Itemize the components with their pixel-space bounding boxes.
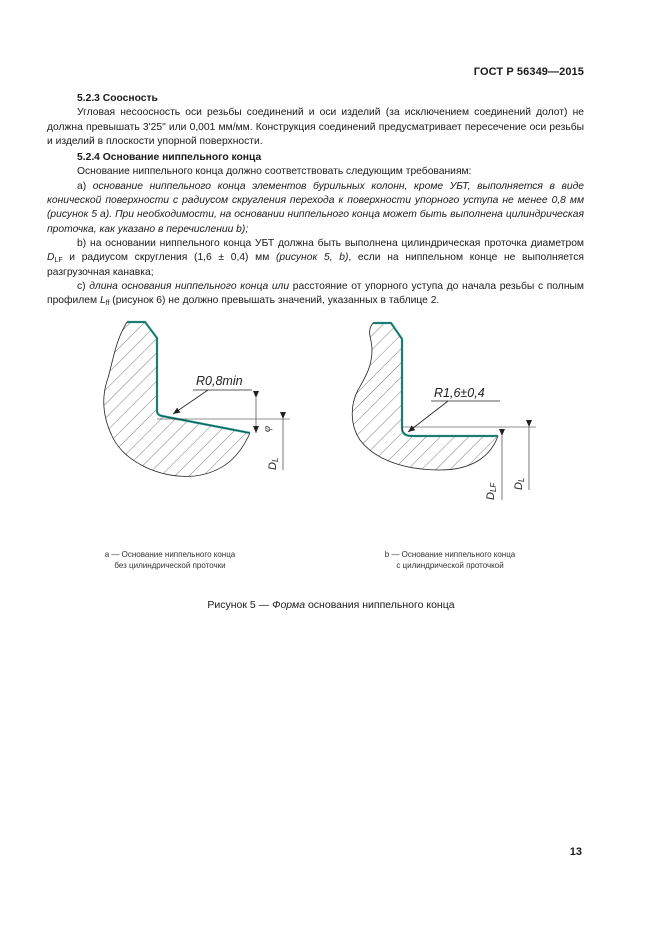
drawing-a (104, 322, 290, 476)
drawing-a-radius-label: R0,8min (196, 374, 243, 388)
section-523-title: 5.2.3 Соосность (77, 93, 158, 104)
drawing-a-dim-phi-label: φ (261, 425, 273, 432)
drawing-b-caption: b — Основание ниппельного конца с цилиндрической проточкой (384, 550, 516, 570)
drawing-b (352, 323, 536, 500)
drawing-b-radius-label: R1,6±0,4 (434, 386, 485, 400)
drawing-b-leader (408, 401, 448, 432)
drawing-a-leader (173, 390, 208, 414)
list-item-c: c) длина основания ниппельного конца или расстояние от упорного уступа до начала резьбы с полным профилем $L_{ff}$ (рисунок 6) не должно превышать значений, указанных в таблице 2. (47, 280, 584, 308)
drawing-b-dim-dlf-label: DLF (485, 482, 498, 500)
page-number: 13 (569, 846, 582, 858)
list-item-a: а) основание ниппельного конца элементов бурильных колонн, кроме УБТ, выполняется в виде конической поверхности с радиусом скругления перехода к поверхности упорного уступа не менее 0,8 мм (рисунок 5 а). При необходимости, на основании ниппельного конца может быть выполнена цилиндрическая проточка, как указано в перечислении b); (47, 180, 584, 235)
section-524-title: 5.2.4 Основание ниппельного конца (77, 152, 262, 164)
drawing-a-caption: а — Основание ниппельного конца без цилиндрической проточки (104, 550, 236, 570)
drawing-a-hatched-body (104, 322, 250, 476)
drawing-b-dim-dl-label: DL (513, 477, 526, 490)
list-item-b: b) на основании ниппельного конца УБТ должна быть выполнена цилиндрическая проточка диаметром $D_{LF}$ и радиусом скругления (1,6 ± 0,4) мм (рисунок 5, b), если на ниппельном конце не выполняется разгрузочная канавка; (47, 237, 584, 278)
section-523-text: Угловая несоосность оси резьбы соединений и оси изделий (за исключением соединений долот) не должна превышать 3'25" или 0,001 мм/мм. Конструкция соединений предусматривает пересечение оси резьбы и изделий в плоскости упорной поверхности. (47, 107, 584, 147)
section-524-intro: Основание ниппельного конца должно соответствовать следующим требованиям: (77, 166, 472, 178)
document-header: ГОСТ Р 56349—2015 (473, 66, 584, 78)
figure-caption: Рисунок 5 — Форма основания ниппельного конца (207, 599, 455, 611)
drawing-a-dim-dl-label: DL (267, 457, 280, 470)
